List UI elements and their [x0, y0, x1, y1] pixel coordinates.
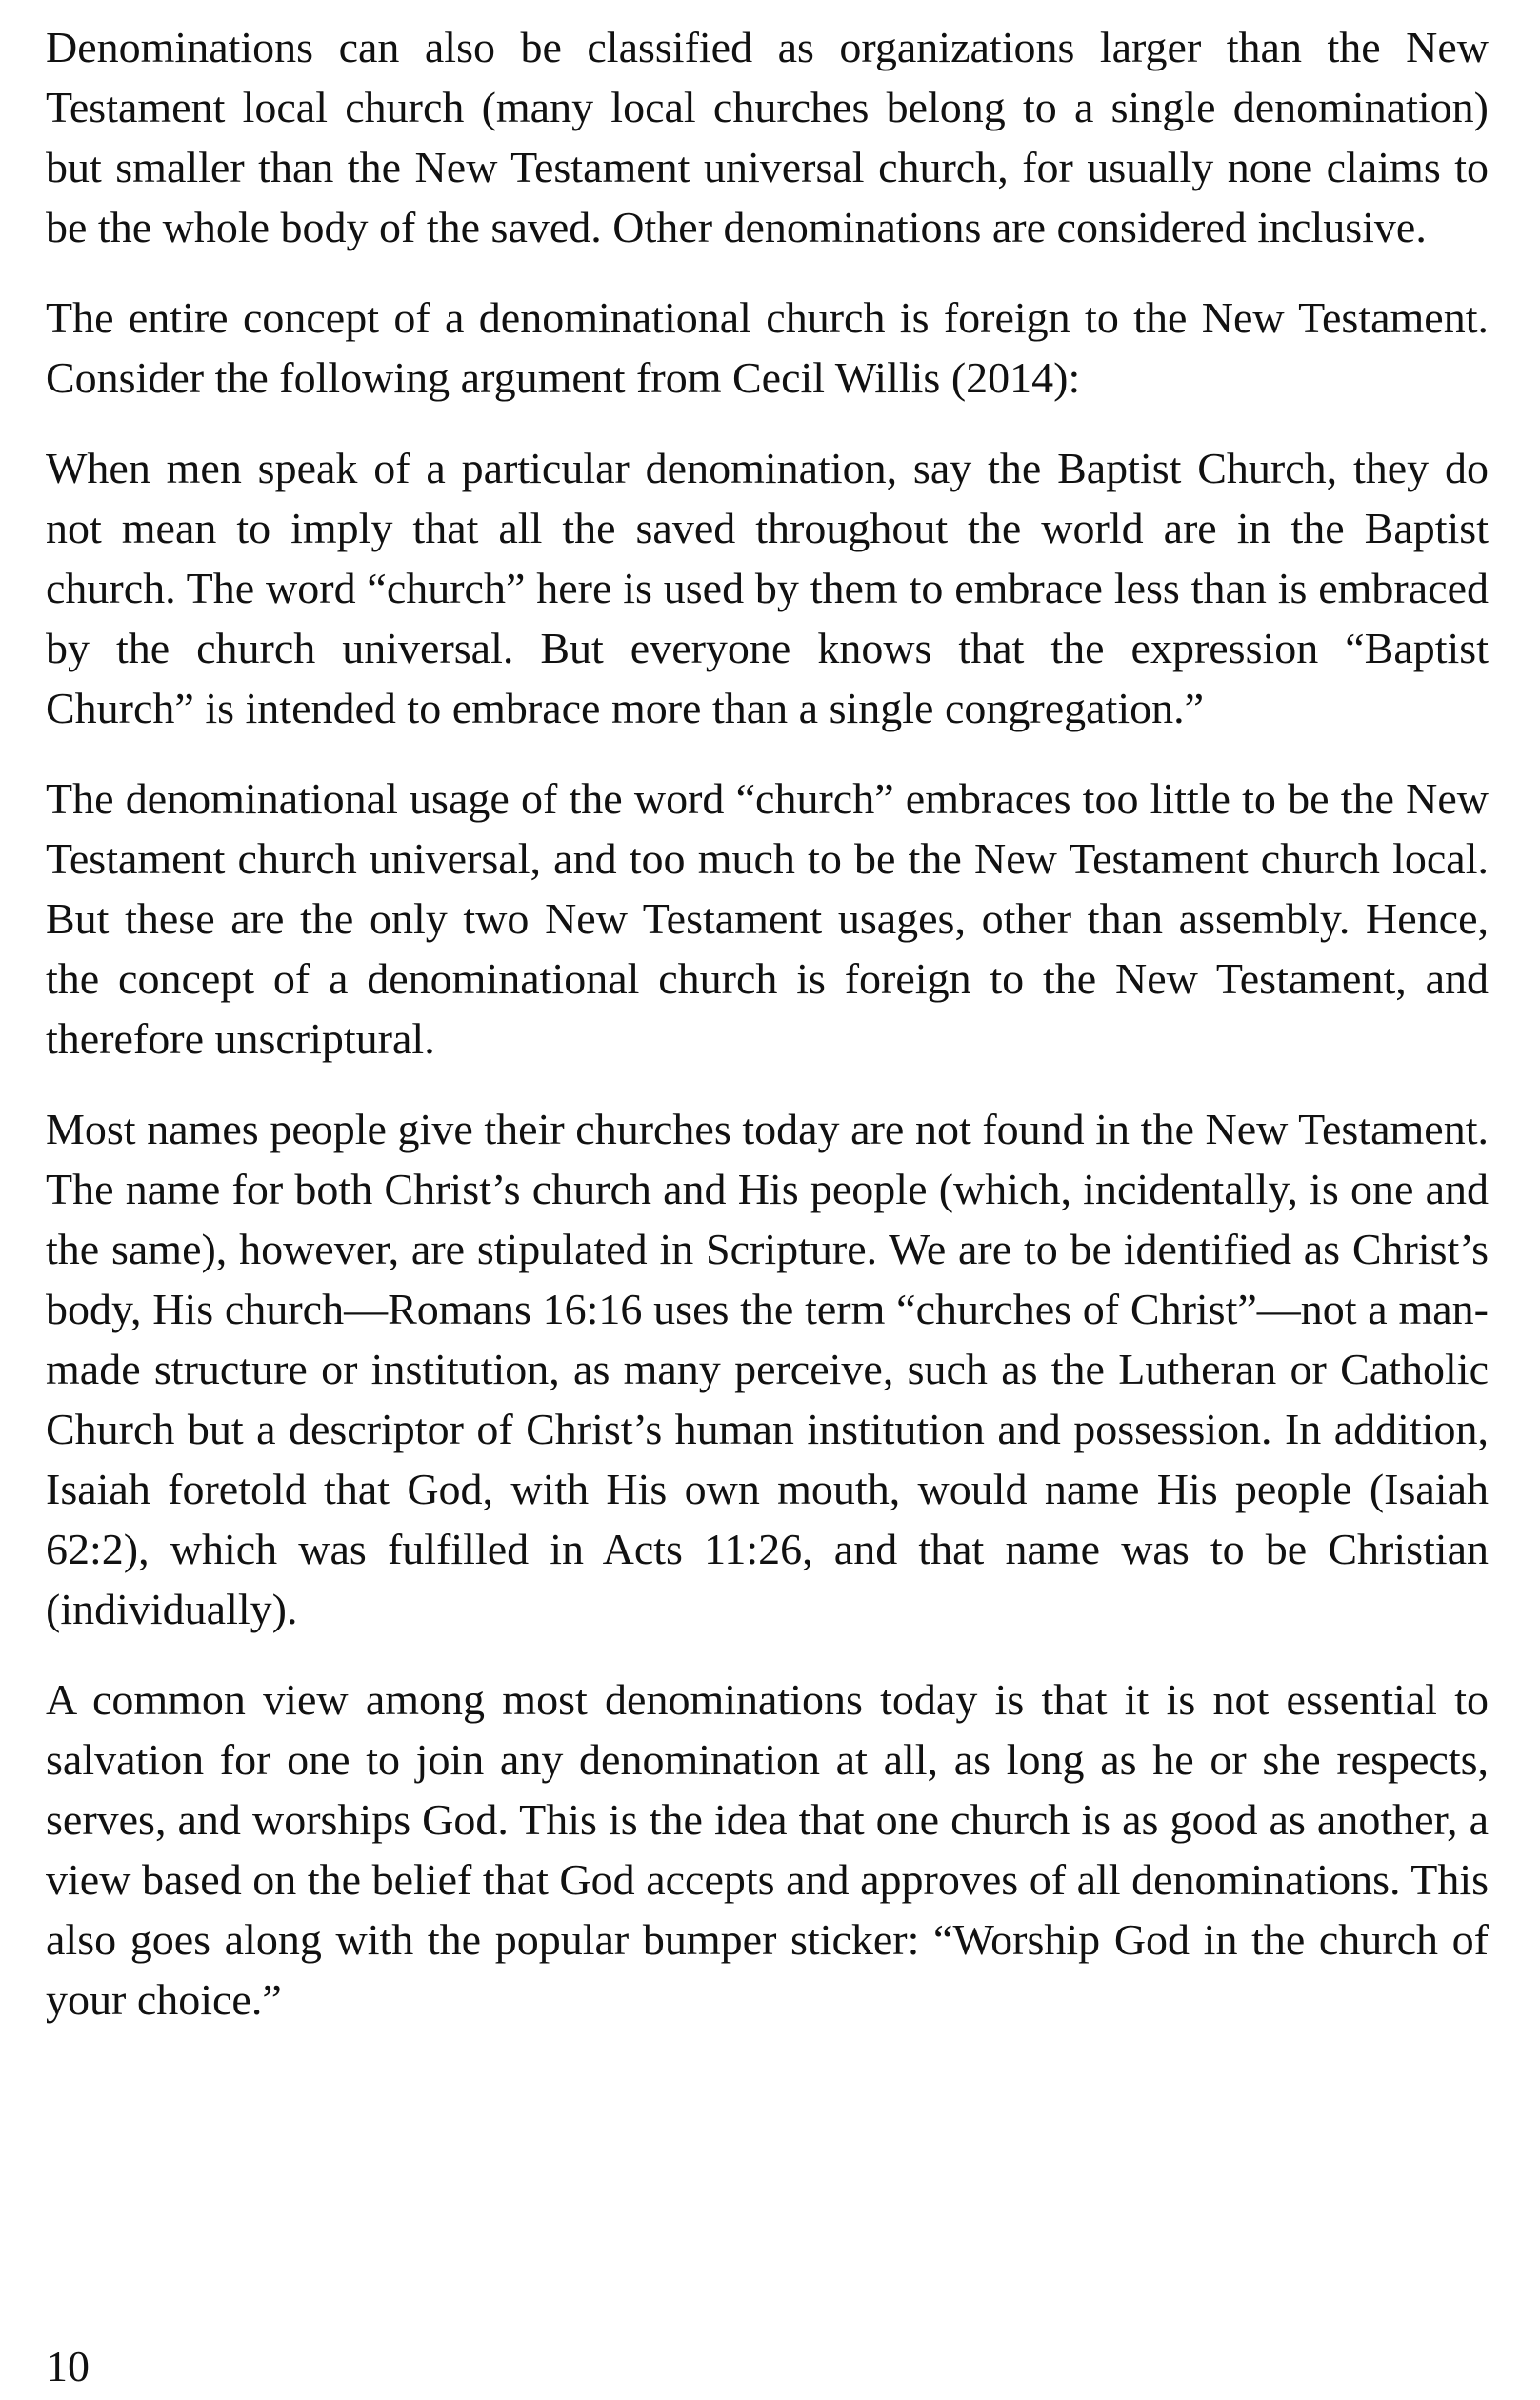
paragraph-church-names: Most names people give their churches today are not found in the New Testament. The name for both Christ’s church and His people (which, incidentally, is one and the same), however, are stipulated in Scripture. We are to be identified as Christ’s body, His church—Romans 16:16 uses the term “churches of Christ”—not a man-made structure or institution, as many perceive, such as the Lutheran or Catholic Church but a descriptor of Christ’s human institution and possession. In addition, Isaiah foretold that God, with His own mouth, would name His people (Isaiah 62:2), which was fulfilled in Acts 11:26, and that name was to be Christian (individually). [46, 1105, 1489, 1633]
paragraph-willis-quote: When men speak of a particular denomination, say the Baptist Church, they do not mean to imply that all the saved throughout the world are in the Baptist church. The word “church” here is used by them to embrace less than is embraced by the church universal. But everyone knows that the expression “Baptist Church” is intended to embrace more than a single congregation.” [46, 444, 1489, 732]
paragraph-denominational-usage: The denominational usage of the word “church” embraces too little to be the New Testament church universal, and too much to be the New Testament church local. But these are the only two New Testament usages, other than assembly. Hence, the concept of a denominational church is foreign to the New Testament, and therefore unscriptural. [46, 774, 1489, 1063]
page-body [46, 17, 1489, 2060]
page-number: 10 [46, 2342, 90, 2390]
paragraph-denominations-classified: Denominations can also be classified as organizations larger than the New Testament local church (many local churches belong to a single denomination) but smaller than the New Testament universal church, for usually none claims to be the whole body of the saved. Other denominations are considered inclusive. [46, 23, 1489, 251]
paragraph-common-view: A common view among most denominations today is that it is not essential to salvation for one to join any denomination at all, as long as he or she respects, serves, and worships God. This is the idea that one church is as good as another, a view based on the belief that God accepts and approves of all denominations. This also goes along with the popular bumper sticker: “Worship God in the church of your choice.” [46, 1675, 1489, 2024]
paragraph-concept-foreign: The entire concept of a denominational church is foreign to the New Testament. Consider the following argument from Cecil Willis (2014): [46, 293, 1489, 402]
